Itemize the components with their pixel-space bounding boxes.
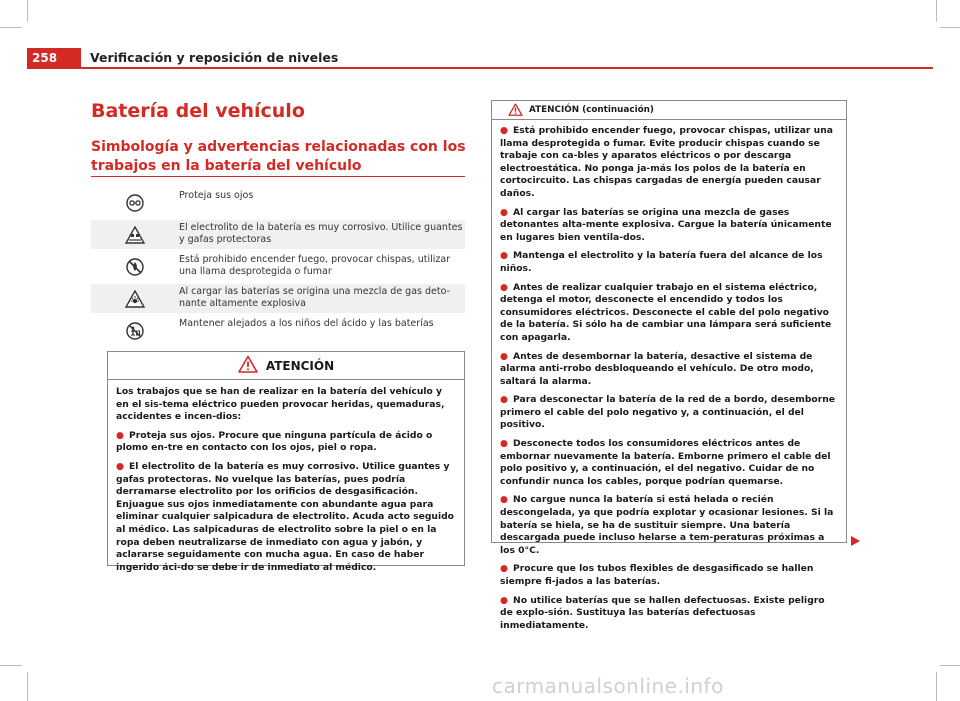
warning-bullet: ● Para desconectar la batería de la red de a bordo, desemborne primero el cable del polo negativo y, a continuación, el del positivo. — [500, 394, 836, 431]
crop-mark — [940, 665, 960, 666]
warning-title: ATENCIÓN (continuación) — [529, 105, 654, 115]
bullet-icon: ● — [500, 563, 509, 575]
bullet-icon: ● — [500, 494, 509, 506]
bullet-icon: ● — [116, 429, 125, 441]
bullet-icon: ● — [500, 594, 509, 606]
symbol-text: Proteja sus ojos — [179, 190, 254, 201]
bullet-icon: ● — [500, 125, 509, 136]
warning-intro: Los trabajos que se han de realizar en la batería del vehículo y en el sis-tema eléctrico pueden provocar heridas, quemaduras, accidentes e incen-dios: — [116, 386, 445, 423]
warning-triangle-icon — [508, 101, 523, 120]
page-number: 258 — [27, 48, 81, 68]
subsection-title: Simbología y advertencias relacionadas con los trabajos en la batería del vehículo — [91, 139, 466, 174]
symbol-text: Mantener alejados a los niños del ácido y las baterías — [179, 318, 434, 329]
bullet-icon: ● — [500, 250, 509, 262]
bullet-icon: ● — [500, 350, 509, 362]
warning-bullet: ● Procure que los tubos flexibles de desgasificado se hallen siempre fi-jados a las baterías. — [500, 563, 814, 587]
warning-header — [108, 352, 464, 380]
crop-mark — [0, 665, 22, 666]
symbol-table — [91, 188, 465, 348]
warning-bullet: ● Proteja sus ojos. Procure que ninguna partícula de ácido o plomo en-tre en contacto con los ojos, piel o ropa. — [116, 429, 433, 454]
warning-bullet: ● No utilice baterías que se hallen defectuosas. Existe peligro de explo-sión. Sustituya las baterías defectuosas inmediatamente. — [500, 594, 825, 631]
bullet-icon: ● — [500, 394, 509, 406]
warning-header — [492, 101, 846, 120]
explosive-icon — [91, 284, 179, 313]
warning-title: ATENCIÓN — [265, 358, 335, 373]
warning-bullet: ● No cargue nunca la batería si está helada o recién descongelada, ya que podría explotar y ocasionar lesiones. Si la batería se hiela, se ha de sustituir siempre. Una batería descargada puede incluso helarse a tem-peraturas próximas a los 0°C. — [500, 494, 834, 556]
crop-mark — [0, 27, 22, 28]
crop-mark — [27, 0, 28, 22]
symbol-row — [91, 316, 465, 345]
crop-mark — [940, 27, 960, 28]
symbol-row — [91, 252, 465, 281]
corrosive-icon — [91, 220, 179, 249]
warning-bullet: ● Mantenga el electrolito y la batería fuera del alcance de los niños. — [500, 250, 823, 274]
bullet-icon: ● — [116, 460, 125, 472]
no-fire-icon — [91, 252, 179, 281]
header-rule — [27, 67, 933, 69]
bullet-icon: ● — [500, 206, 509, 218]
symbol-row — [91, 284, 465, 313]
subsection-rule — [91, 176, 465, 177]
chapter-title: Verificación y reposición de niveles — [90, 50, 339, 65]
warning-body — [492, 120, 846, 632]
warning-triangle-icon — [238, 355, 258, 377]
crop-mark — [936, 0, 937, 22]
warning-bullet: ● Al cargar las baterías se origina una mezcla de gases detonantes alta-mente explosiva. Cargue la batería únicamente en lugares bien ventila-dos. — [500, 206, 832, 243]
symbol-row — [91, 188, 465, 217]
bullet-icon: ● — [500, 438, 509, 450]
bullet-icon: ● — [500, 281, 509, 293]
warning-bullet: ● Está prohibido encender fuego, provocar chispas, utilizar una llama desprotegida o fumar. Evite producir chispas cuando se trabaje con ca-bles y aparatos eléctricos o por descarga electroestática. No ponga ja-más los polos de la batería en cortocircuito. Las chispas cargadas de energía pueden causar daños. — [500, 125, 833, 199]
warning-bullet: ● Antes de desembornar la batería, desactive el sistema de alarma anti-rrobo desbloqueando el vehículo. De otro modo, saltará la alarma. — [500, 350, 814, 387]
section-title: Batería del vehículo — [91, 100, 305, 122]
warning-bullet: ● Desconecte todos los consumidores eléctricos antes de embornar nuevamente la batería. Emborne primero el cable del polo positivo y, a continuación, el del negativo. Cuidar de no confundir nunca los cables, porque podrían quemarse. — [500, 438, 831, 487]
continue-arrow-icon — [851, 531, 860, 550]
symbol-row — [91, 220, 465, 249]
warning-body — [108, 380, 464, 574]
watermark: carmanualsonline.info — [492, 674, 724, 698]
warning-box — [107, 351, 465, 573]
crop-mark — [936, 672, 937, 701]
symbol-text: Está prohibido encender fuego, provocar chispas, utilizar una llama desprotegida o fumar — [179, 254, 451, 277]
symbol-text: Al cargar las baterías se origina una mezcla de gas deto-nante altamente explosiva — [179, 286, 451, 309]
warning-bullet: ● El electrolito de la batería es muy corrosivo. Utilice guantes y gafas protectoras. No vuelque las baterías, pues podría derramarse electrolito por los orificios de desgasificación. Enjuague sus ojos inmediatamente con abundante agua para eliminar cualquier salpicadura de electrolito. Acuda acto seguido al médico. Las salpicaduras de electrolito sobre la piel o en la ropa deben neutralizarse de inmediato con agua y jabón, y aclararse seguidamente con mucha agua. En caso de haber ingerido áci-do se debe ir de inmediato al médico. — [116, 460, 454, 573]
symbol-text: El electrolito de la batería es muy corrosivo. Utilice guantes y gafas protectoras — [179, 222, 463, 245]
warning-box-continued — [491, 100, 847, 631]
warning-bullet: ● Antes de realizar cualquier trabajo en el sistema eléctrico, detenga el motor, desconecte el encendido y todos los consumidores eléctricos. Desconecte el cable del polo negativo de la batería. Si sólo ha de cambiar una lámpara será suficiente con apagarla. — [500, 281, 832, 343]
eye-protection-icon — [91, 188, 179, 217]
keep-children-away-icon — [91, 316, 179, 345]
crop-mark — [27, 672, 28, 701]
